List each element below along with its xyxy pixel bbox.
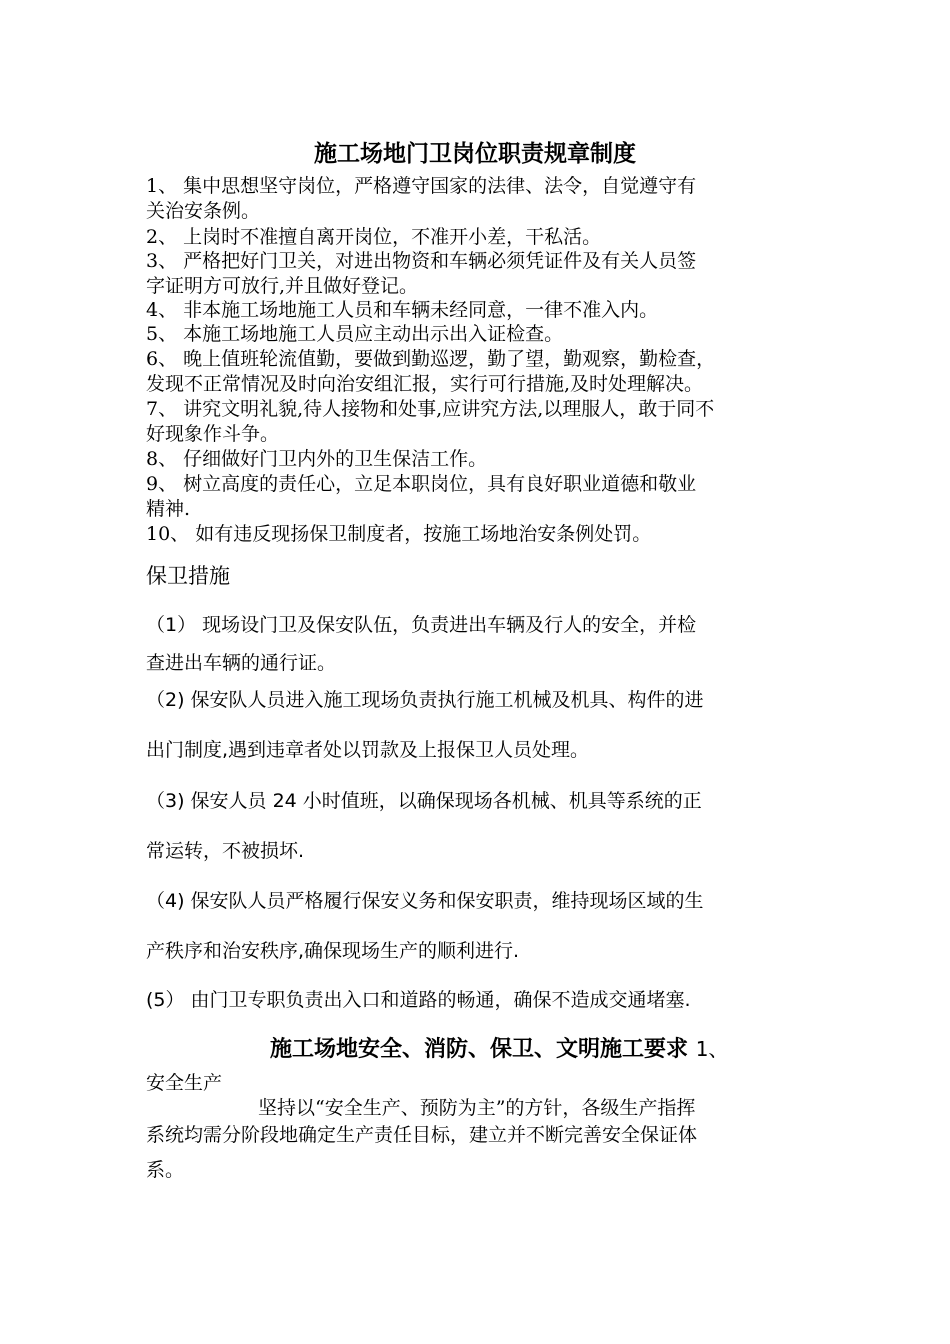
rule-line: 6、 晚上值班轮流值勤，要做到勤巡逻，勤了望，勤观察，勤检查， bbox=[146, 348, 716, 370]
rule-line: 关治安条例。 bbox=[146, 200, 261, 222]
page-title: 施工场地门卫岗位职责规章制度 bbox=[314, 140, 636, 167]
section2-heading bbox=[270, 1032, 728, 1063]
section2-subheading: 安全生产 bbox=[146, 1072, 223, 1094]
rule-line: 2、 上岗时不准擅自离开岗位，不准开小差，干私活。 bbox=[146, 226, 602, 248]
rule-line: 精神. bbox=[146, 498, 191, 520]
measure-line: （4) 保安队人员严格履行保安义务和保安职责，维持现场区域的生 bbox=[146, 890, 704, 912]
rule-line: 10、 如有违反现扬保卫制度者，按施工场地治安条例处罚。 bbox=[146, 523, 652, 545]
rule-line: 3、 严格把好门卫关，对进出物资和车辆必须凭证件及有关人员签 bbox=[146, 250, 697, 272]
section2-body-line: 系。 bbox=[146, 1159, 185, 1181]
section2-body-line: 坚持以“安全生产、预防为主”的方针，各级生产指挥 bbox=[258, 1097, 696, 1119]
section2-heading-number: 1、 bbox=[695, 1037, 729, 1061]
measure-line: 出门制度,遇到违章者处以罚款及上报保卫人员处理。 bbox=[146, 739, 590, 761]
measure-line: 查进出车辆的通行证。 bbox=[146, 652, 337, 674]
measure-line: （1） 现场设门卫及保安队伍，负责进出车辆及行人的安全，并检 bbox=[146, 614, 697, 636]
measure-line: 产秩序和治安秩序,确保现场生产的顺利进行. bbox=[146, 940, 520, 962]
rule-line: 7、 讲究文明礼貌,待人接物和处事,应讲究方法,以理服人，敢于同不 bbox=[146, 398, 715, 420]
rule-line: 字证明方可放行,并且做好登记。 bbox=[146, 275, 419, 297]
rule-line: 8、 仔细做好门卫内外的卫生保洁工作。 bbox=[146, 448, 488, 470]
section2-body-line: 系统均需分阶段地确定生产责任目标，建立并不断完善安全保证体 bbox=[146, 1124, 698, 1146]
rule-line: 好现象作斗争。 bbox=[146, 423, 280, 445]
rule-line: 发现不正常情况及时向治安组汇报，实行可行措施,及时处理解决。 bbox=[146, 373, 704, 395]
rule-line: 1、 集中思想坚守岗位，严格遵守国家的法律、法令，自觉遵守有 bbox=[146, 175, 697, 197]
measure-line: （3) 保安人员 24 小时值班，以确保现场各机械、机具等系统的正 bbox=[146, 790, 702, 812]
rule-line: 4、 非本施工场地施工人员和车辆未经同意，一律不准入内。 bbox=[146, 299, 659, 321]
measure-line: （2) 保安队人员进入施工现场负责执行施工机械及机具、构件的进 bbox=[146, 689, 704, 711]
security-heading: 保卫措施 bbox=[146, 564, 230, 588]
measure-line: 常运转，不被损坏. bbox=[146, 840, 305, 862]
rule-line: 9、 树立高度的责任心，立足本职岗位，具有良好职业道德和敬业 bbox=[146, 473, 697, 495]
measure-line: (5） 由门卫专职负责出入口和道路的畅通，确保不造成交通堵塞. bbox=[146, 989, 691, 1011]
section2-heading-text: 施工场地安全、消防、保卫、文明施工要求 bbox=[270, 1036, 689, 1062]
rule-line: 5、 本施工场地施工人员应主动出示出入证检查。 bbox=[146, 323, 564, 345]
